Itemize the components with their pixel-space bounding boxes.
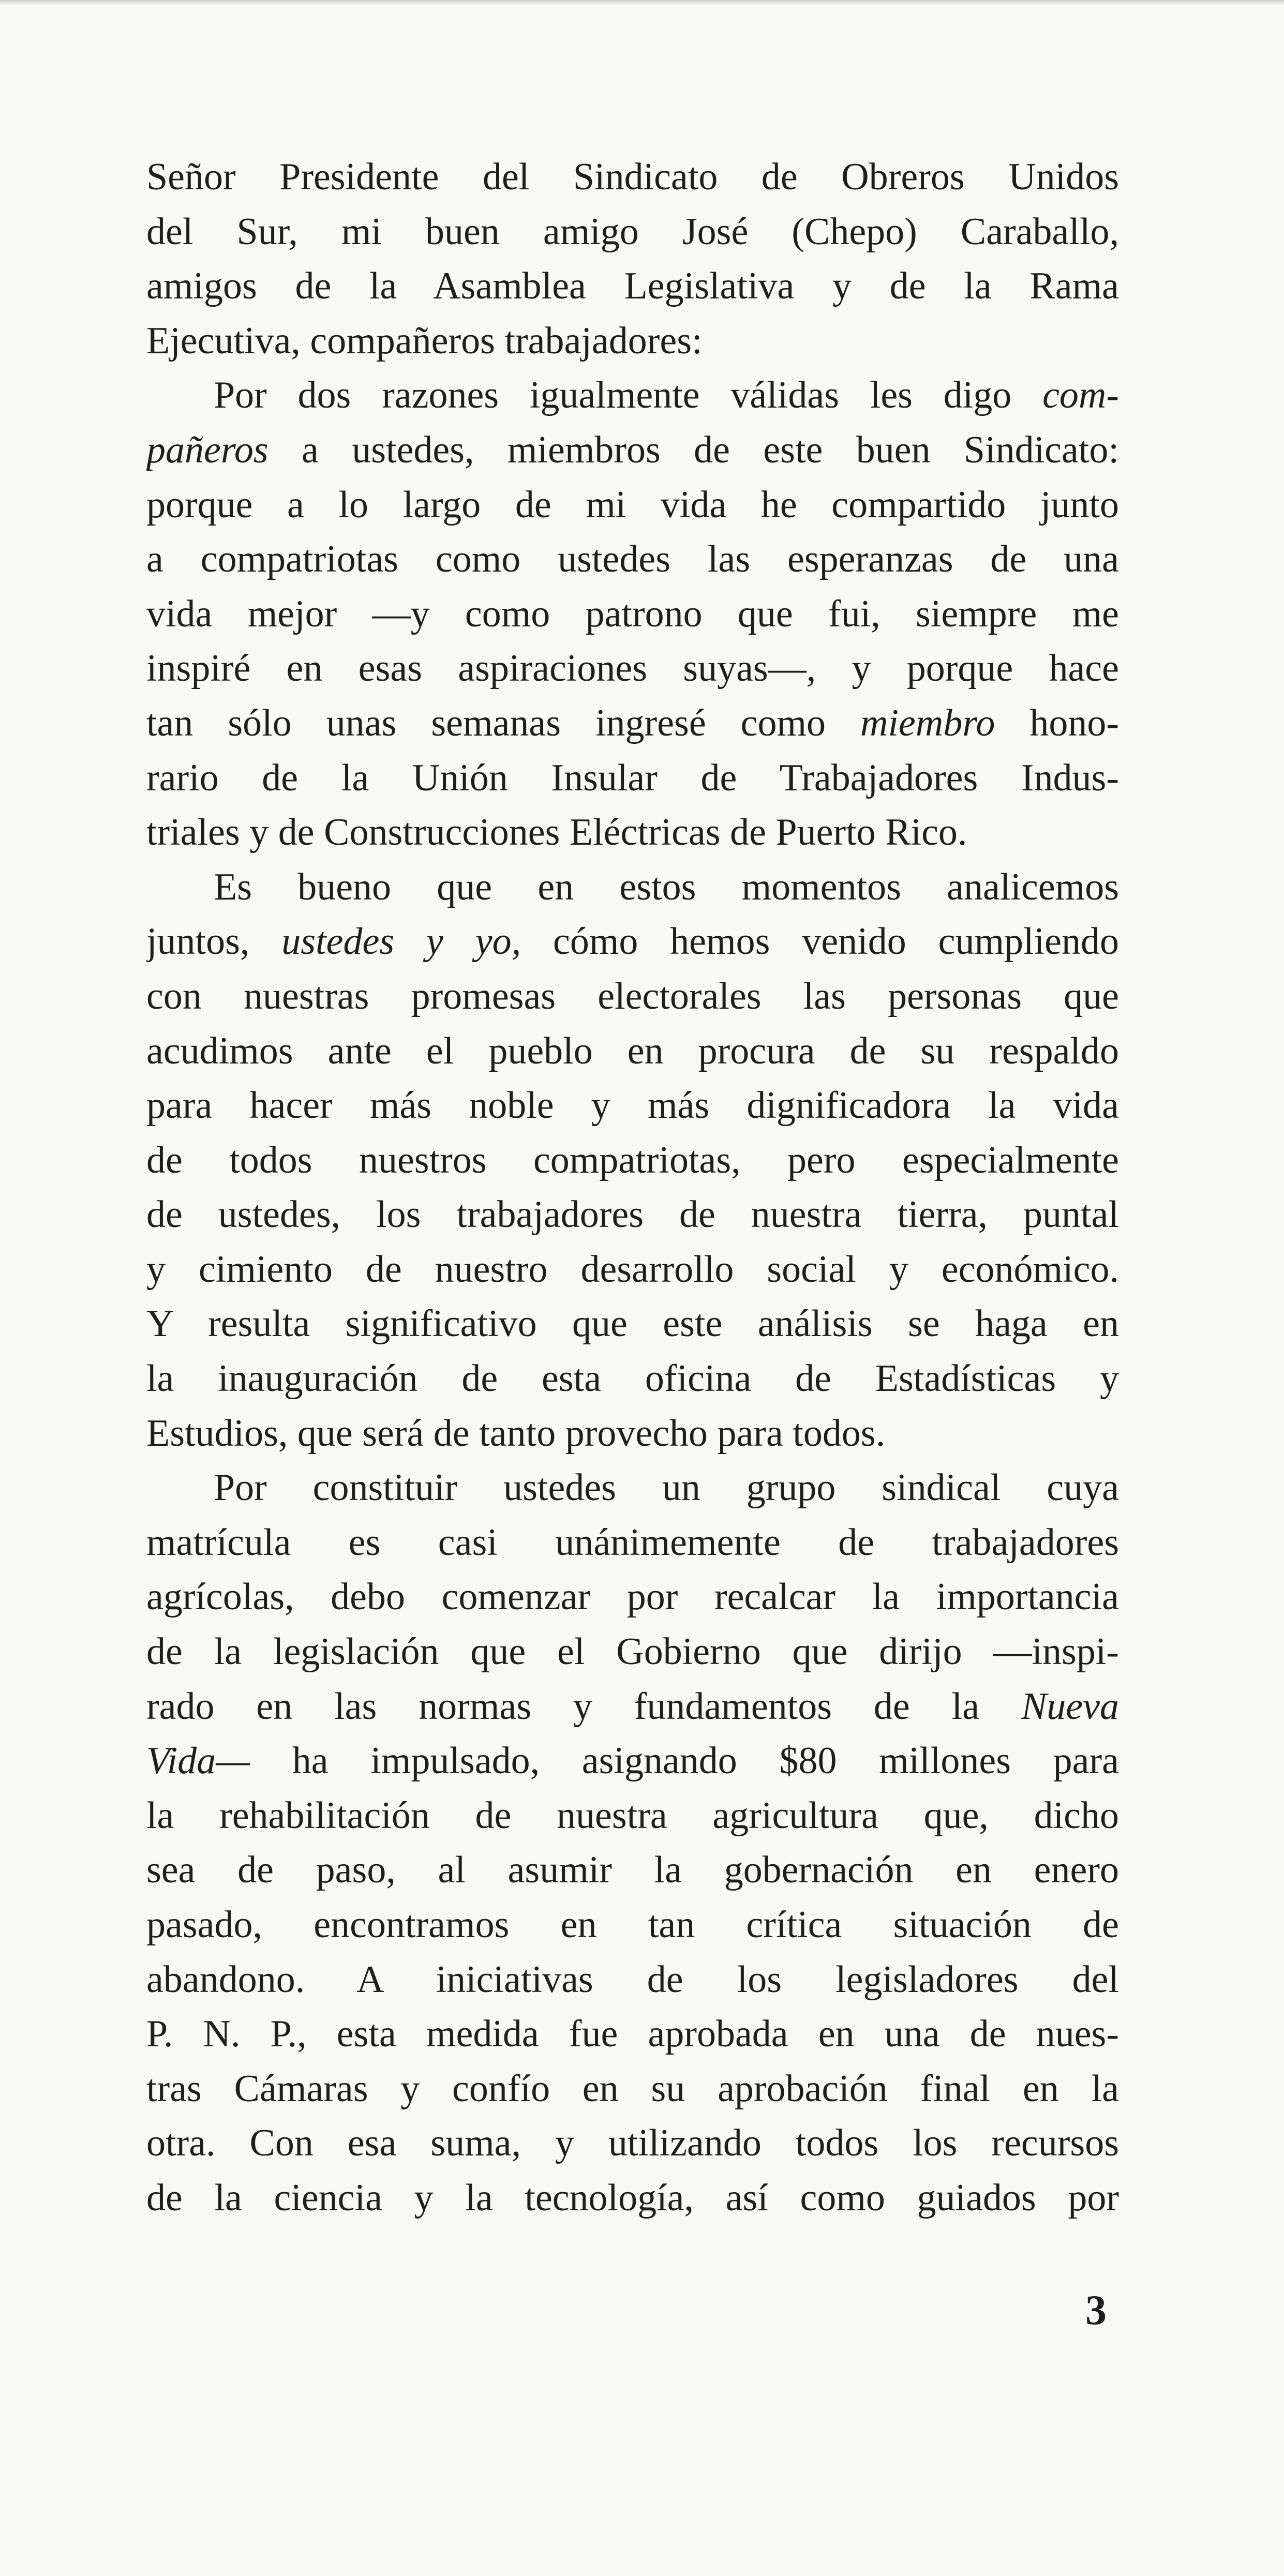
text-line (146, 423, 1119, 478)
italic-text: Nueva (1021, 1685, 1119, 1728)
text-segment: hono- (995, 701, 1119, 744)
text-line (146, 478, 1119, 533)
italic-text: ustedes y yo, (281, 920, 521, 963)
text-line (146, 1079, 1119, 1133)
text-line (146, 1789, 1119, 1844)
text-segment: Y resulta significativo que este análisis se haga en (146, 1302, 1119, 1345)
text-line (146, 1953, 1119, 2008)
text-line (146, 1734, 1119, 1789)
text-line (146, 1570, 1119, 1625)
text-line (146, 1297, 1119, 1352)
text-segment: Señor Presidente del Sindicato de Obreros Unidos (146, 156, 1119, 198)
italic-text: miembro (860, 701, 995, 744)
text-segment: Es bueno que en estos momentos analicemos (214, 865, 1119, 908)
text-line (146, 1024, 1119, 1079)
text-segment: porque a lo largo de mi vida he compartido junto (146, 483, 1119, 526)
page-top-edge (0, 0, 1284, 5)
text-line (146, 205, 1119, 260)
text-segment: agrícolas, debo comenzar por recalcar la importancia (146, 1576, 1119, 1619)
text-segment: juntos, (146, 920, 282, 963)
text-segment: a ustedes, miembros de este buen Sindicato: (268, 428, 1119, 471)
text-segment: ha impulsado, asignando $80 millones para (250, 1740, 1119, 1783)
page-number: 3 (1085, 2286, 1107, 2333)
text-segment: de todos nuestros compatriotas, pero especialmente (146, 1139, 1119, 1181)
italic-text: Vida— (146, 1740, 250, 1783)
text-line (146, 860, 1119, 915)
text-line (146, 1352, 1119, 1406)
text-line (146, 1133, 1119, 1188)
text-segment: Por dos razones igualmente válidas les digo (214, 374, 1043, 417)
text-segment: cómo hemos venido cumpliendo (521, 920, 1119, 963)
text-line (146, 915, 1119, 969)
text-line (146, 2062, 1119, 2117)
text-line (146, 641, 1119, 696)
text-line (146, 1898, 1119, 1953)
italic-text: pañeros (146, 428, 268, 471)
text-segment: rado en las normas y fundamentos de la (146, 1685, 1021, 1728)
text-segment: pasado, encontramos en tan crítica situación de (146, 1904, 1119, 1946)
text-segment: inspiré en esas aspiraciones suyas—, y porque hace (146, 647, 1119, 690)
text-segment: sea de paso, al asumir la gobernación en enero (146, 1849, 1119, 1892)
text-segment: del Sur, mi buen amigo José (Chepo) Caraballo, (146, 210, 1119, 253)
text-line (146, 1188, 1119, 1242)
body-text (146, 150, 1119, 2226)
text-segment: P. N. P., esta medida fue aprobada en una de nues- (146, 2013, 1119, 2056)
text-segment: Estudios, que será de tanto provecho para todos. (146, 1412, 886, 1455)
text-segment: Por constituir ustedes un grupo sindical cuya (214, 1466, 1119, 1509)
text-segment: de la legislación que el Gobierno que dirijo —inspi- (146, 1630, 1119, 1673)
text-segment: para hacer más noble y más dignificadora la vida (146, 1084, 1119, 1127)
text-segment: Ejecutiva, compañeros trabajadores: (146, 319, 703, 362)
text-line (146, 1843, 1119, 1898)
text-line (146, 368, 1119, 423)
text-segment: la inauguración de esta oficina de Estadísticas y (146, 1357, 1119, 1400)
text-segment: rario de la Unión Insular de Trabajadores Indus- (146, 756, 1119, 799)
text-line (146, 1406, 1119, 1461)
text-line (146, 532, 1119, 587)
text-line (146, 696, 1119, 751)
text-line (146, 805, 1119, 860)
text-segment: y cimiento de nuestro desarrollo social y económico. (146, 1248, 1119, 1291)
text-segment: con nuestras promesas electorales las personas que (146, 975, 1119, 1017)
text-line (146, 969, 1119, 1024)
text-segment: tan sólo unas semanas ingresé como (146, 701, 861, 744)
text-line (146, 2171, 1119, 2226)
text-segment: a compatriotas como ustedes las esperanzas de una (146, 538, 1119, 581)
text-line (146, 1242, 1119, 1297)
italic-text: com- (1042, 374, 1119, 417)
text-line (146, 587, 1119, 642)
text-line (146, 314, 1119, 369)
text-line (146, 2007, 1119, 2062)
text-line (146, 2116, 1119, 2171)
text-segment: tras Cámaras y confío en su aprobación final en la (146, 2067, 1119, 2110)
text-segment: amigos de la Asamblea Legislativa y de la Rama (146, 265, 1119, 308)
text-line (146, 150, 1119, 205)
text-segment: vida mejor —y como patrono que fui, siempre me (146, 592, 1119, 635)
text-segment: abandono. A iniciativas de los legisladores del (146, 1958, 1119, 2001)
text-line (146, 1516, 1119, 1570)
text-segment: la rehabilitación de nuestra agricultura que, dicho (146, 1794, 1119, 1837)
text-segment: de ustedes, los trabajadores de nuestra tierra, puntal (146, 1193, 1119, 1236)
text-line (146, 1680, 1119, 1734)
text-segment: otra. Con esa suma, y utilizando todos los recursos (146, 2122, 1119, 2165)
text-line (146, 1461, 1119, 1516)
text-line (146, 751, 1119, 806)
text-segment: triales y de Construcciones Eléctricas de Puerto Rico. (146, 811, 967, 854)
text-line (146, 1625, 1119, 1680)
text-segment: matrícula es casi unánimemente de trabajadores (146, 1521, 1119, 1564)
text-line (146, 259, 1119, 314)
text-segment: acudimos ante el pueblo en procura de su respaldo (146, 1029, 1119, 1072)
text-segment: de la ciencia y la tecnología, así como guiados por (146, 2176, 1119, 2219)
